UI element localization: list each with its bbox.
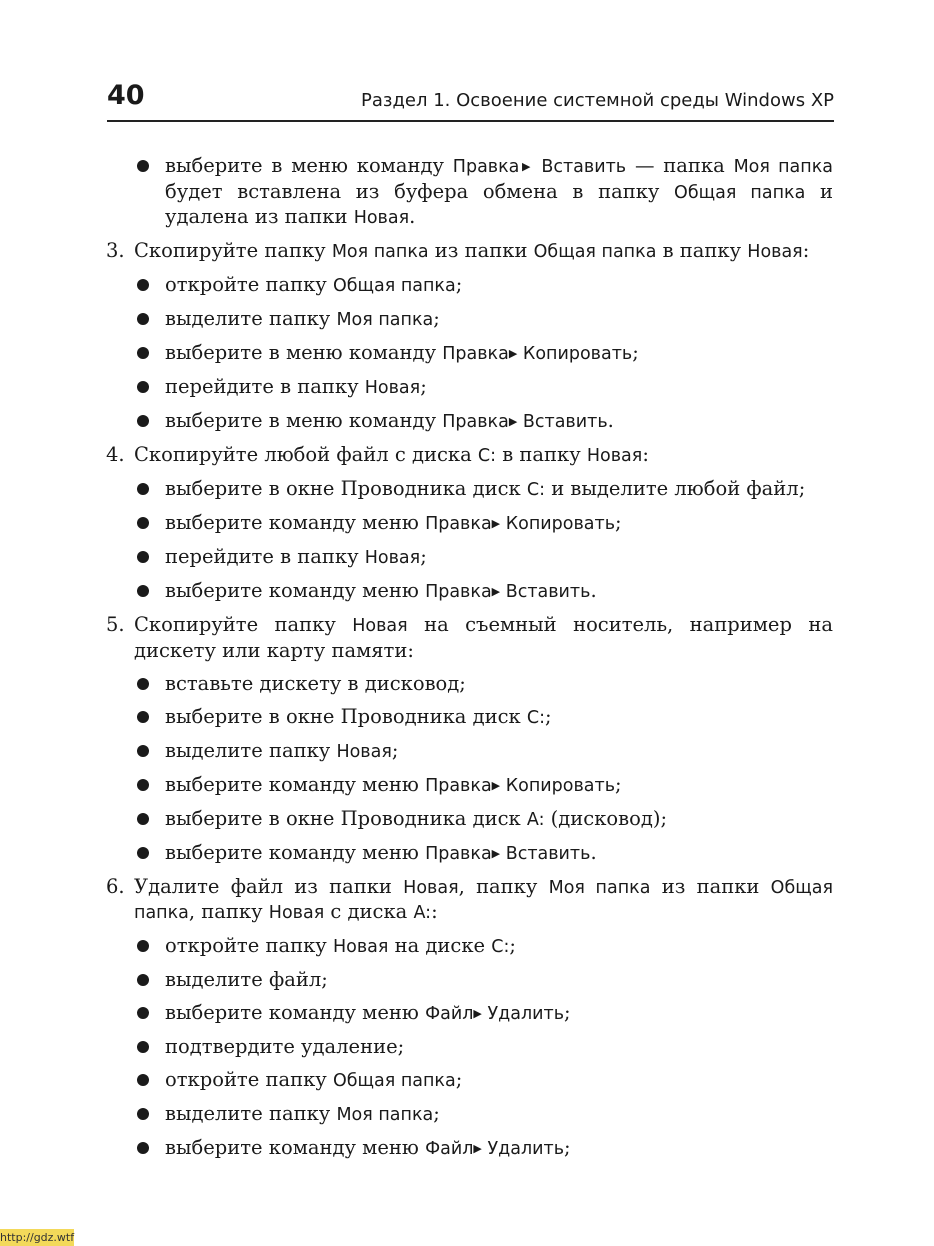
- ui-term: Общая папка: [332, 276, 456, 296]
- text-run: ;: [420, 545, 427, 568]
- step-number: 5.: [106, 613, 125, 636]
- text-run: (дисковод);: [544, 806, 668, 830]
- text-run: перейдите в папку: [165, 545, 365, 568]
- menu-arrow-icon: ▶: [491, 585, 501, 598]
- text-run: ;: [632, 341, 639, 364]
- text-run: из папки: [428, 239, 534, 262]
- ui-term: Новая: [336, 741, 392, 762]
- bullet-icon: [137, 1074, 149, 1086]
- ui-term: Вставить: [517, 412, 608, 432]
- bullet-item: [103, 1136, 833, 1162]
- bullet-icon: [137, 1007, 149, 1019]
- ui-term: Вставить: [500, 582, 591, 602]
- menu-arrow-icon: ▶: [519, 160, 534, 173]
- ui-term: Общая папка: [332, 1071, 456, 1091]
- ui-term: C:: [477, 446, 497, 466]
- instruction-list: [103, 154, 833, 1170]
- menu-arrow-icon: ▶: [473, 1142, 482, 1155]
- step-number: 3.: [106, 239, 125, 262]
- text-run: будет вставлена из буфера обмена в папку: [165, 179, 675, 203]
- bullet-icon: [137, 711, 149, 723]
- bullet-icon: [137, 517, 149, 529]
- ui-term: Новая: [403, 877, 459, 898]
- ui-term: Правка: [425, 775, 492, 796]
- text-run: Скопируйте папку: [134, 613, 353, 636]
- ui-term: C:: [491, 937, 510, 957]
- running-head: Раздел 1. Освоение системной среды Windows XP: [361, 90, 834, 111]
- text-run: Скопируйте папку: [134, 239, 332, 262]
- text-run: :: [431, 900, 438, 923]
- ui-term: Новая: [352, 616, 408, 636]
- ui-term: Вставить: [500, 843, 591, 864]
- bullet-icon: [137, 415, 149, 427]
- bullet-icon: [137, 847, 149, 859]
- text-run: выберите в меню команду: [165, 409, 443, 432]
- ui-term: A:: [413, 903, 432, 923]
- ui-term: Вставить: [533, 157, 627, 177]
- step-number: 4.: [106, 443, 125, 466]
- text-run: выберите команду меню: [165, 840, 426, 864]
- text-run: выделите папку: [165, 307, 337, 330]
- numbered-step: [103, 443, 833, 469]
- ui-term: Моя папка: [331, 242, 429, 262]
- ui-term: Правка: [452, 157, 520, 177]
- text-run: выберите в окне Проводника диск: [165, 704, 527, 728]
- ui-term: Файл: [425, 1004, 474, 1024]
- bullet-item: [103, 841, 833, 867]
- text-run: .: [590, 579, 597, 602]
- text-run: ;: [509, 934, 516, 957]
- bullet-item: [103, 1068, 833, 1094]
- ui-term: Правка: [442, 412, 509, 432]
- text-run: выберите команду меню: [165, 511, 426, 534]
- ui-term: Правка: [425, 514, 492, 534]
- text-run: перейдите в папку: [165, 375, 365, 398]
- text-run: выберите команду меню: [165, 1136, 426, 1159]
- bullet-item: [103, 934, 833, 960]
- text-run: из папки: [650, 874, 771, 898]
- bullet-item: [103, 409, 833, 435]
- ui-term: Копировать: [500, 775, 616, 796]
- text-run: ;: [545, 704, 552, 728]
- text-run: и выделите любой файл;: [545, 477, 806, 500]
- text-run: выберите команду меню: [165, 1001, 426, 1024]
- text-run: Удалите файл из папки: [134, 874, 404, 898]
- text-run: ;: [420, 375, 427, 398]
- bullet-icon: [137, 585, 149, 597]
- bullet-icon: [137, 1142, 149, 1154]
- text-run: на диске: [388, 934, 492, 957]
- bullet-icon: [137, 1108, 149, 1120]
- bullet-item: [103, 968, 833, 993]
- text-run: , папку: [458, 874, 549, 898]
- ui-term: Моя папка: [336, 1105, 434, 1125]
- bullet-item: [103, 375, 833, 401]
- bullet-item: [103, 477, 833, 503]
- ui-term: Моя папка: [548, 877, 651, 898]
- text-run: , папку: [188, 900, 269, 923]
- ui-term: Новая: [364, 378, 421, 398]
- numbered-step: [103, 875, 833, 926]
- menu-arrow-icon: ▶: [508, 347, 518, 360]
- text-run: вставьте дискету в дисковод;: [165, 671, 466, 695]
- text-run: ;: [615, 511, 622, 534]
- bullet-icon: [137, 974, 149, 986]
- bullet-item: [103, 511, 833, 537]
- menu-arrow-icon: ▶: [491, 846, 501, 860]
- ui-term: Новая: [747, 242, 803, 262]
- text-run: :: [642, 443, 649, 466]
- menu-arrow-icon: ▶: [473, 1007, 482, 1020]
- text-run: ;: [391, 738, 399, 762]
- ui-term: Копировать: [517, 344, 633, 364]
- bullet-item: [103, 579, 833, 605]
- ui-term: C:: [526, 480, 546, 500]
- text-run: выделите папку: [165, 738, 337, 762]
- bullet-item: [103, 154, 833, 231]
- text-run: ;: [564, 1136, 571, 1159]
- bullet-item: [103, 1035, 833, 1060]
- menu-arrow-icon: ▶: [491, 778, 501, 792]
- ui-term: Новая: [332, 937, 389, 957]
- ui-term: Правка: [425, 582, 492, 602]
- bullet-item: [103, 307, 833, 333]
- text-run: ;: [455, 273, 463, 296]
- text-run: ;: [455, 1068, 463, 1091]
- ui-term: Правка: [442, 344, 509, 364]
- ui-term: Общая папка: [134, 877, 833, 923]
- text-run: выделите папку: [165, 1102, 337, 1125]
- numbered-step: [103, 239, 833, 265]
- text-run: выберите в меню команду: [165, 154, 453, 177]
- bullet-item: [103, 1001, 833, 1027]
- text-run: ;: [615, 772, 622, 796]
- text-run: — папка: [626, 154, 734, 177]
- numbered-step: [103, 613, 833, 663]
- bullet-icon: [137, 551, 149, 563]
- text-run: откройте папку: [165, 273, 333, 296]
- ui-term: A:: [526, 809, 545, 830]
- bullet-icon: [137, 745, 149, 757]
- page-number: 40: [107, 80, 145, 111]
- bullet-icon: [137, 1041, 149, 1053]
- bullet-icon: [137, 779, 149, 791]
- ui-term: Моя папка: [733, 157, 833, 177]
- text-run: выберите в окне Проводника диск: [165, 806, 527, 830]
- ui-term: Моя папка: [336, 310, 434, 330]
- bullet-icon: [137, 678, 149, 690]
- text-run: Скопируйте любой файл с диска: [134, 443, 478, 466]
- bullet-icon: [137, 279, 149, 291]
- ui-term: Удалить: [481, 1139, 565, 1159]
- bullet-icon: [137, 347, 149, 359]
- step-number: 6.: [106, 874, 125, 898]
- bullet-item: [103, 739, 833, 765]
- text-run: ;: [433, 1102, 440, 1125]
- source-url-label[interactable]: http://gdz.wtf: [0, 1231, 75, 1244]
- text-run: ;: [564, 1001, 571, 1024]
- ui-term: Новая: [586, 446, 643, 466]
- ui-term: C:: [526, 707, 546, 728]
- text-run: .: [409, 205, 416, 228]
- text-run: откройте папку: [165, 934, 333, 957]
- bullet-item: [103, 807, 833, 833]
- bullet-item: [103, 1102, 833, 1128]
- text-run: выберите команду меню: [165, 772, 426, 796]
- ui-term: Новая: [364, 548, 421, 568]
- text-run: в папку: [496, 443, 587, 466]
- text-run: выберите команду меню: [165, 579, 426, 602]
- bullet-item: [103, 341, 833, 367]
- text-run: в папку: [656, 239, 748, 262]
- text-run: выберите в меню команду: [165, 341, 443, 364]
- ui-term: Правка: [425, 843, 492, 864]
- menu-arrow-icon: ▶: [491, 517, 501, 530]
- bullet-icon: [137, 381, 149, 393]
- bullet-item: [103, 273, 833, 299]
- bullet-icon: [137, 160, 149, 172]
- bullet-item: [103, 705, 833, 731]
- text-run: выберите в окне Проводника диск: [165, 477, 527, 500]
- text-run: откройте папку: [165, 1068, 333, 1091]
- bullet-icon: [137, 313, 149, 325]
- text-run: .: [590, 840, 597, 864]
- ui-term: Файл: [425, 1139, 474, 1159]
- bullet-item: [103, 545, 833, 571]
- text-run: на съемный носитель, например на дискету или карту памяти:: [134, 613, 833, 662]
- ui-term: Копировать: [500, 514, 616, 534]
- bullet-icon: [137, 483, 149, 495]
- text-run: с диска: [324, 900, 414, 923]
- page-header: [107, 78, 834, 122]
- menu-arrow-icon: ▶: [508, 415, 518, 428]
- bullet-item: [103, 672, 833, 697]
- text-run: подтвердите удаление;: [165, 1035, 405, 1058]
- ui-term: Общая папка: [533, 242, 657, 262]
- bullet-icon: [137, 813, 149, 825]
- bullet-icon: [137, 940, 149, 952]
- text-run: и удалена из папки: [165, 179, 833, 228]
- text-run: .: [607, 409, 614, 432]
- text-run: выделите файл;: [165, 968, 328, 991]
- ui-term: Удалить: [481, 1004, 565, 1024]
- bullet-item: [103, 773, 833, 799]
- ui-term: Новая: [353, 208, 410, 228]
- text-run: ;: [433, 307, 440, 330]
- text-run: :: [802, 239, 810, 262]
- ui-term: Новая: [268, 903, 325, 923]
- ui-term: Общая папка: [674, 182, 806, 203]
